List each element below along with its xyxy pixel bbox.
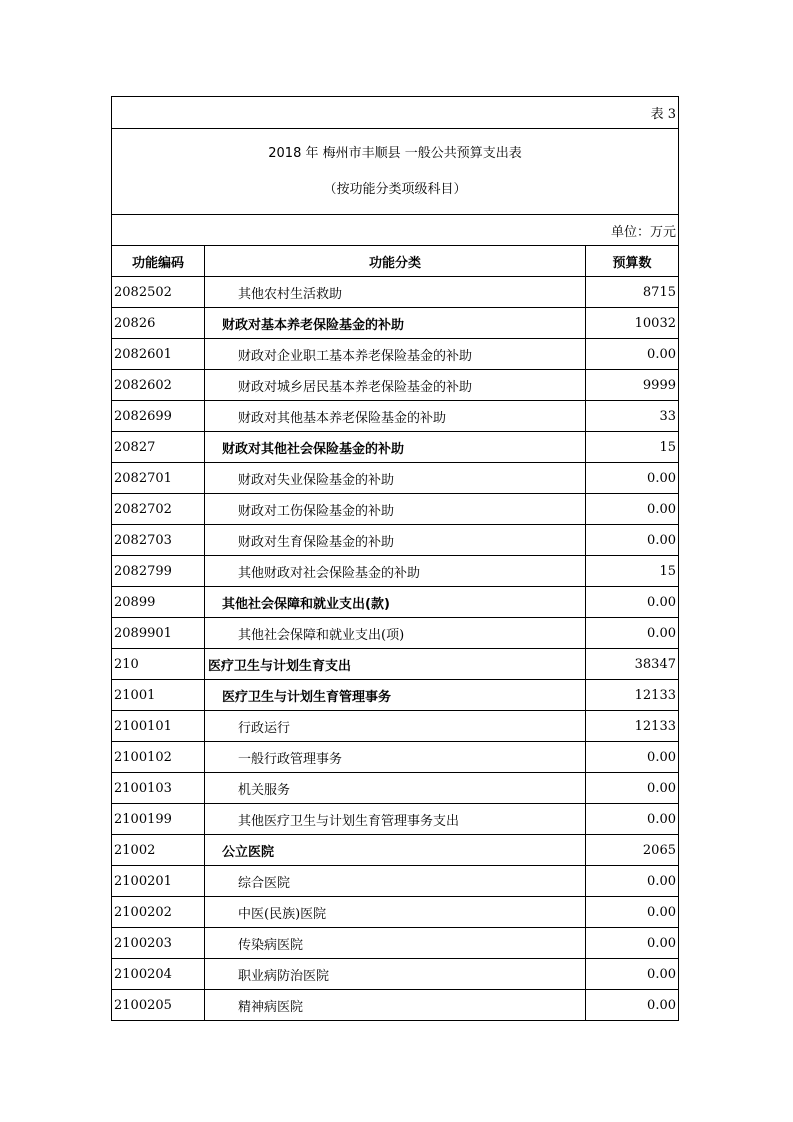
- table-row: [112, 308, 679, 339]
- row-amount: 0.00: [586, 773, 679, 804]
- row-amount: 0.00: [586, 618, 679, 649]
- table-row: [112, 680, 679, 711]
- row-code: 2100203: [112, 928, 205, 959]
- row-amount: 0.00: [586, 959, 679, 990]
- row-name: 财政对其他社会保险基金的补助: [205, 432, 586, 463]
- row-amount: 9999: [586, 370, 679, 401]
- row-code: 2100101: [112, 711, 205, 742]
- table-row: [112, 463, 679, 494]
- row-code: 20826: [112, 308, 205, 339]
- table-row: [112, 370, 679, 401]
- table-row: [112, 928, 679, 959]
- header-code: 功能编码: [112, 246, 205, 277]
- row-code: 2082702: [112, 494, 205, 525]
- row-code: 2100102: [112, 742, 205, 773]
- row-amount: 33: [586, 401, 679, 432]
- row-name: 机关服务: [205, 773, 586, 804]
- row-amount: 0.00: [586, 587, 679, 618]
- row-name: 精神病医院: [205, 990, 586, 1021]
- row-name: 财政对企业职工基本养老保险基金的补助: [205, 339, 586, 370]
- table-row: [112, 804, 679, 835]
- row-code: 2100204: [112, 959, 205, 990]
- table-row: [112, 556, 679, 587]
- row-code: 21002: [112, 835, 205, 866]
- table-row: [112, 711, 679, 742]
- row-amount: 0.00: [586, 494, 679, 525]
- table-row: [112, 649, 679, 680]
- table-row: [112, 587, 679, 618]
- row-name: 其他社会保障和就业支出(款): [205, 587, 586, 618]
- row-amount: 0.00: [586, 339, 679, 370]
- unit-row: [112, 215, 679, 246]
- table-row: [112, 525, 679, 556]
- row-code: 2082701: [112, 463, 205, 494]
- row-code: 2082601: [112, 339, 205, 370]
- table-row: [112, 277, 679, 308]
- row-amount: 0.00: [586, 742, 679, 773]
- row-name: 其他医疗卫生与计划生育管理事务支出: [205, 804, 586, 835]
- row-code: 2082703: [112, 525, 205, 556]
- table-row: [112, 494, 679, 525]
- table-tag-row: [112, 97, 679, 129]
- row-amount: 12133: [586, 711, 679, 742]
- row-amount: 0.00: [586, 463, 679, 494]
- table-row: [112, 959, 679, 990]
- row-name: 中医(民族)医院: [205, 897, 586, 928]
- row-name: 公立医院: [205, 835, 586, 866]
- title-line-1: 2018 年 梅州市丰顺县 一般公共预算支出表: [268, 145, 522, 161]
- row-amount: 0.00: [586, 928, 679, 959]
- row-amount: 15: [586, 556, 679, 587]
- row-amount: 0.00: [586, 525, 679, 556]
- table-tag: 表 3: [112, 97, 679, 129]
- row-name: 医疗卫生与计划生育支出: [205, 649, 586, 680]
- row-code: 2100201: [112, 866, 205, 897]
- row-code: 2082502: [112, 277, 205, 308]
- row-amount: 0.00: [586, 897, 679, 928]
- row-name: 综合医院: [205, 866, 586, 897]
- row-code: 2082699: [112, 401, 205, 432]
- row-code: 2082602: [112, 370, 205, 401]
- row-name: 财政对失业保险基金的补助: [205, 463, 586, 494]
- row-name: 医疗卫生与计划生育管理事务: [205, 680, 586, 711]
- row-name: 职业病防治医院: [205, 959, 586, 990]
- table-row: [112, 742, 679, 773]
- row-name: 财政对其他基本养老保险基金的补助: [205, 401, 586, 432]
- row-code: 20827: [112, 432, 205, 463]
- table-row: [112, 401, 679, 432]
- row-amount: 10032: [586, 308, 679, 339]
- row-name: 财政对工伤保险基金的补助: [205, 494, 586, 525]
- table-row: [112, 773, 679, 804]
- budget-table: [111, 96, 679, 1021]
- title-line-2: （按功能分类项级科目）: [323, 181, 467, 197]
- table-row: [112, 432, 679, 463]
- row-name: 其他财政对社会保险基金的补助: [205, 556, 586, 587]
- table-row: [112, 990, 679, 1021]
- row-name: 财政对城乡居民基本养老保险基金的补助: [205, 370, 586, 401]
- table-row: [112, 897, 679, 928]
- row-code: 2082799: [112, 556, 205, 587]
- row-code: 2100199: [112, 804, 205, 835]
- row-name: 传染病医院: [205, 928, 586, 959]
- row-name: 一般行政管理事务: [205, 742, 586, 773]
- row-name: 其他农村生活救助: [205, 277, 586, 308]
- page-title: [112, 129, 679, 215]
- table-row: [112, 866, 679, 897]
- row-code: 21001: [112, 680, 205, 711]
- row-amount: 8715: [586, 277, 679, 308]
- row-amount: 0.00: [586, 990, 679, 1021]
- row-code: 2100103: [112, 773, 205, 804]
- row-amount: 15: [586, 432, 679, 463]
- header-name: 功能分类: [205, 246, 586, 277]
- row-name: 财政对基本养老保险基金的补助: [205, 308, 586, 339]
- row-name: 其他社会保障和就业支出(项): [205, 618, 586, 649]
- row-amount: 2065: [586, 835, 679, 866]
- row-amount: 38347: [586, 649, 679, 680]
- unit-label: 单位：万元: [112, 215, 679, 246]
- title-row: [112, 129, 679, 215]
- row-code: 2100202: [112, 897, 205, 928]
- row-amount: 0.00: [586, 804, 679, 835]
- row-code: 2089901: [112, 618, 205, 649]
- row-amount: 0.00: [586, 866, 679, 897]
- budget-table-body: [112, 97, 679, 1021]
- row-name: 行政运行: [205, 711, 586, 742]
- row-code: 20899: [112, 587, 205, 618]
- row-code: 2100205: [112, 990, 205, 1021]
- row-name: 财政对生育保险基金的补助: [205, 525, 586, 556]
- row-amount: 12133: [586, 680, 679, 711]
- header-row: [112, 246, 679, 277]
- table-row: [112, 835, 679, 866]
- row-code: 210: [112, 649, 205, 680]
- table-row: [112, 618, 679, 649]
- table-row: [112, 339, 679, 370]
- header-amount: 预算数: [586, 246, 679, 277]
